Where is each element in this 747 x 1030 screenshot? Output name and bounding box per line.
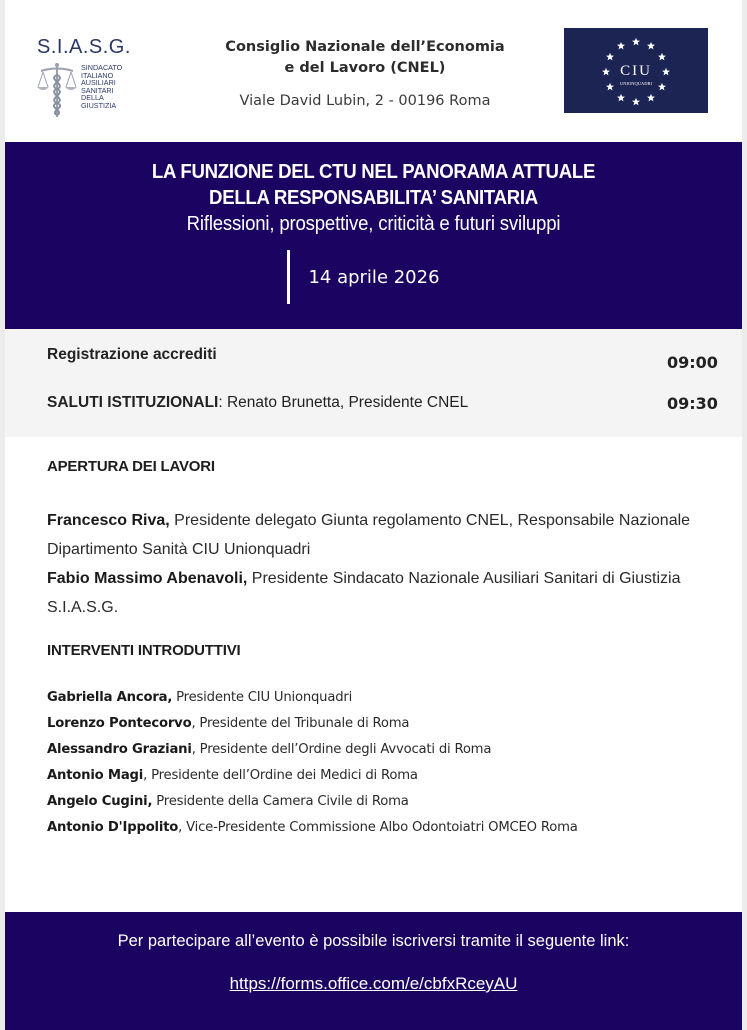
speaker-entry [47,506,717,564]
speaker-role: , Presidente dell’Ordine degli Avvocati di Roma [191,742,492,757]
star-icon [632,38,640,46]
schedule-label [47,394,468,411]
event-date: 14 aprile 2026 [308,266,440,288]
event-title-line2: DELLA RESPONSABILITA’ SANITARIA [209,187,538,209]
siasg-fullname [81,64,122,110]
speaker-entry [47,685,737,711]
speaker-role: , Presidente del Tribunale di Roma [191,716,410,731]
speaker-entry [47,711,737,737]
siasg-line: GIUSTIZIA [81,100,117,110]
siasg-line: AUSILIARI [81,78,116,88]
star-icon [632,98,640,106]
event-date-row [5,250,742,304]
speaker-role: , Vice-Presidente Commissione Albo Odontoiatri OMCEO Roma [178,820,578,835]
scales-caduceus-icon [35,61,79,119]
speaker-role: Presidente CIU Unionquadri [172,690,353,705]
siasg-logo-body [35,61,145,119]
schedule-label-bold: SALUTI ISTITUZIONALI [47,394,219,411]
siasg-line: DELLA [81,93,104,103]
siasg-line: SINDACATO [81,63,123,72]
siasg-line: SANITARI [81,85,114,95]
speaker-name: Antonio Magi [47,768,144,783]
introductory-heading: INTERVENTI INTRODUTTIVI [47,642,241,659]
siasg-line: ITALIANO [81,70,114,80]
speaker-name: Alessandro Graziani [47,742,192,757]
venue-info [185,37,545,109]
ciu-logo [564,28,708,113]
star-icon [606,53,614,61]
introductory-speakers [47,685,737,841]
schedule-block [5,329,742,437]
ciu-subtitle: UNIONQUADRI [620,81,652,86]
siasg-logo [35,36,145,119]
speaker-role: , Presidente dell’Ordine dei Medici di Roma [143,768,418,783]
star-icon [617,42,625,50]
event-title-line1: LA FUNZIONE DEL CTU NEL PANORAMA ATTUALE [151,161,596,183]
speaker-entry [47,789,737,815]
speaker-name: Lorenzo Pontecorvo [47,716,192,731]
date-divider [287,250,290,304]
star-icon [658,53,666,61]
star-icon [606,83,614,91]
opening-heading: APERTURA DEI LAVORI [47,458,215,475]
speaker-role: Presidente Sindacato Nazionale Ausiliari Sanitari di Giustizia S.I.A.S.G. [47,570,681,616]
star-icon [602,68,610,76]
speaker-name: Gabriella Ancora, [47,690,173,705]
star-icon [617,94,625,102]
header [5,0,742,142]
speaker-name: Antonio D'Ippolito [47,820,179,835]
speaker-entry [47,815,737,841]
schedule-time: 09:30 [667,394,718,413]
opening-speakers [47,506,717,622]
schedule-label-bold: Registrazione accrediti [47,346,217,363]
venue-name-line2: e del Lavoro (CNEL) [284,60,446,76]
venue-address: Viale David Lubin, 2 - 00196 Roma [239,93,491,109]
schedule-time: 09:00 [667,353,718,372]
schedule-row [47,345,718,372]
speaker-entry [47,763,737,789]
siasg-acronym: S.I.A.S.G. [37,36,131,58]
speaker-role: Presidente della Camera Civile di Roma [152,794,409,809]
registration-link[interactable]: https://forms.office.com/e/cbfxRceyAU [229,974,518,993]
registration-footer [5,912,742,1030]
event-subtitle: Riflessioni, prospettive, criticità e futuri sviluppi [186,213,561,235]
event-flyer [5,0,742,1030]
venue-name-line1: Consiglio Nazionale dell’Economia [225,39,505,55]
speaker-role: Presidente delegato Giunta regolamento CNEL, Responsabile Nazionale Dipartimento Sanità CIU Unionquadri [47,512,691,558]
registration-text: Per partecipare all’evento è possibile iscriversi tramite il seguente link: [117,932,630,950]
schedule-row [47,393,718,413]
ciu-acronym: CIU [620,63,652,79]
star-icon [647,94,655,102]
star-icon [658,83,666,91]
speaker-entry [47,564,717,622]
speaker-entry [47,737,737,763]
star-icon [647,42,655,50]
event-banner [5,142,742,329]
ciu-stars-icon [564,28,708,113]
schedule-label-rest: : Renato Brunetta, Presidente CNEL [218,394,469,411]
schedule-label [47,346,217,363]
speaker-name: Angelo Cugini, [47,794,153,809]
speaker-name: Fabio Massimo Abenavoli, [47,570,248,587]
star-icon [662,68,670,76]
speaker-name: Francesco Riva, [47,512,170,529]
